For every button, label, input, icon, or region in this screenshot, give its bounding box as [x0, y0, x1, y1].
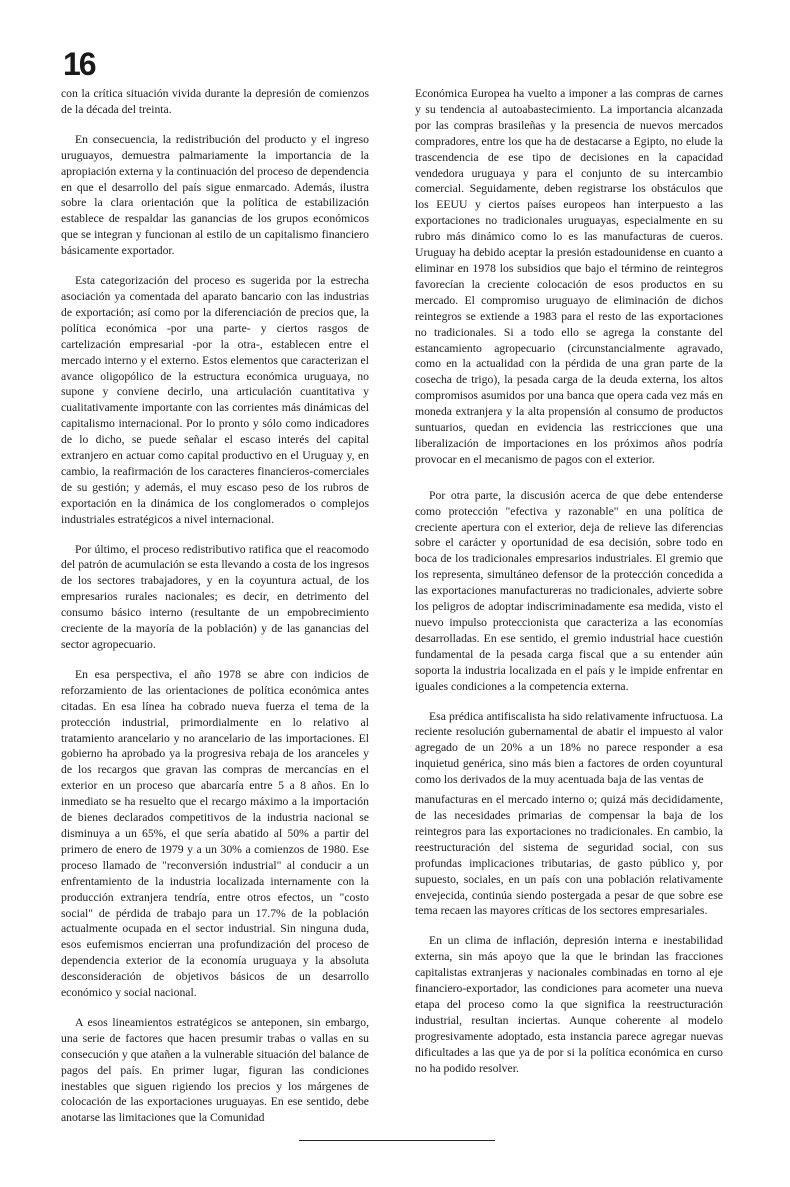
- page-number: 16: [63, 46, 95, 82]
- paragraph: En un clima de inflación, depresión interna e inestabilidad externa, sin más apoyo que la que le brindan las fracciones capitalistas extranjeras y nacionales combinadas en torno al eje financiero-exportador, las condiciones para acometer una nueva etapa del proceso como la que significa la reestructuración industrial, resultan inciertas. Aunque coherente al modelo progresivamente adoptado, esta instancia parece agregar nuevas dificultades a las que ya de por si la política económica en curso no ha podido resolver.: [415, 934, 723, 1075]
- paragraph: Económica Europea ha vuelto a imponer a las compras de carnes y su tendencia al autoabastecimiento. La importancia alcanzada por las compras brasileñas y la presencia de nuevos mercados compradores, entre los que ha de destacarse a Egipto, no elude la trascendencia de ese tipo de decisiones en la capacidad vendedora uruguaya y para el conjunto de su intercambio comercial. Seguidamente, deben registrarse los obstáculos que los EEUU y ciertos países europeos han interpuesto a las exportaciones no tradicionales uruguayas, especialmente en su rubro más dinámico como lo es las manufacturas de cueros. Uruguay ha debido aceptar la presión estadounidense en cuanto a eliminar en 1978 los subsidios que bajo el término de reintegros favorecían la creciente colocación de esos productos en su mercado. El compromiso uruguayo de eliminación de dichos reintegros se extiende a 1983 para el resto de las exportaciones no tradicionales. Si a todo ello se agrega la constante del estancamiento agropecuario (circunstancialmente agravado, como en la actualidad con la pérdida de una gran parte de la cosecha de trigo), la pesada carga de la deuda externa, los altos compromisos asumidos por una banca que opera cada vez más en moneda extranjera y la alta propensión al consumo de productos suntuarios, quedan en evidencia las restricciones que una liberalización de importaciones en los próximos años podría provocar en el mecanismo de pagos con el exterior.: [415, 87, 723, 466]
- paragraph: En esa perspectiva, el año 1978 se abre con indicios de reforzamiento de las orientaciones de política económica antes citadas. En esa línea ha cobrado nueva fuerza el tema de la protección industrial, primordialmente en lo relativo al tratamiento arancelario y no arancelario de las importaciones. El gobierno ha aprobado ya la progresiva rebaja de los aranceles y de los recargos que gravan las compras de mercancías en el exterior en un proceso que abarcaría entre 5 a 8 años. En lo inmediato se ha resuelto que el recargo máximo a la importación de bienes declarados competitivos de la industria nacional se disminuya a un 65%, el que sería abatido al 50% a partir del primero de enero de 1979 y a un 30% a comienzos de 1980. Ese proceso llamado de "reconversión industrial" al conducir a un enfrentamiento de la industria localizada internamente con la producción extranjera tendría, entre otros efectos, un "costo social" de pérdida de trabajo para un 17.7% de la población actualmente ocupada en el sector industrial. Sin ninguna duda, esos eufemismos encierran una profundización del proceso de dependencia exterior de la economía uruguaya y la absoluta desconsideración de objetivos básicos de un desarrollo económico y social nacional.: [61, 667, 369, 1000]
- paragraph: Esa prédica antifiscalista ha sido relativamente infructuosa. La reciente resolución gubernamental de abatir el impuesto al valor agregado de un 20% a un 18% no parece responder a esa inquietud genérica, sino más bien a factores de orden coyuntural como los derivados de la muy acentuada baja de las ventas de: [415, 709, 723, 787]
- paragraph: manufacturas en el mercado interno o; quizá más decididamente, de las necesidades primarias de compensar la baja de los reintegros para las exportaciones no tradicionales. En cambio, la reestructuración del sistema de seguridad social, con sus profundas implicaciones tributarias, de gasto público y, por supuesto, sociales, en un país con una población relativamente envejecida, continúa siendo postergada a pesar de que sobre ese tema recaen las mayores críticas de los sectores empresariales.: [415, 793, 723, 918]
- paragraph: A esos lineamientos estratégicos se anteponen, sin embargo, una serie de factores que hacen presumir trabas o vallas en su consecución y que atañen a la vulnerable situación del balance de pagos del país. En primer lugar, figuran las condiciones inestables que siguen rigiendo los precios y los márgenes de colocación de las exportaciones uruguayas. En ese sentido, debe anotarse las limitaciones que la Comunidad: [61, 1015, 369, 1125]
- right-column: [415, 86, 723, 1090]
- footer-rule: [299, 1140, 495, 1141]
- paragraph: Por último, el proceso redistributivo ratifica que el reacomodo del patrón de acumulación se esta llevando a costa de los ingresos de los sectores trabajadores, y en la coyuntura actual, de los empresarios rurales nacionales; es decir, en detrimento del consumo básico interno (resultante de un empobrecimiento creciente de la mayoría de la población) y de las ganancias del sector agropecuario.: [61, 542, 369, 651]
- paragraph: Esta categorización del proceso es sugerida por la estrecha asociación ya comentada del aparato bancario con las industrias de exportación; así como por la diferenciación de precios que, la política económica -por una parte- y ciertos rasgos de cartelización empresarial -por la otra-, establecen entre el mercado interno y el externo. Estos elementos que caracterizan el avance oligopólico de la estructura económica uruguaya, no supone y conviene decirlo, una articulación cuantitativa y cualitativamente importante con las corrientes más dinámicas del capitalismo internacional. Por lo pronto y sólo como indicadores de lo dicho, se puede señalar el escaso interés del capital extranjero en actuar como capital productivo en el Uruguay y, en cambio, la reafirmación de los caracteres financieros-comerciales de su gestión; y además, el muy escaso peso de los rubros de exportación en la dinámica de los conglomerados o complejos industriales estratégicos a nivel internacional.: [61, 274, 369, 526]
- paragraph: En consecuencia, la redistribución del producto y el ingreso uruguayos, demuestra palmariamente la importancia de la apropiación externa y la continuación del proceso de dependencia en que el desarrollo del país sigue enmarcado. Además, ilustra sobre la clara orientación que la política de estabilización establece de respaldar las ganancias de los grupos económicos que se integran y funcionan al estilo de un capitalismo financiero básicamente exportador.: [61, 132, 369, 258]
- left-column: [61, 86, 369, 1140]
- paragraph: Por otra parte, la discusión acerca de que debe entenderse como protección "efectiva y razonable" en una política de creciente apertura con el exterior, deja de relieve las diferencias sobre el carácter y oportunidad de esa decisión, sobre todo en boca de los tradicionales empresarios industriales. El gremio que los representa, simultáneo defensor de la protección concedida a las exportaciones manufactureras no tradicionales, advierte sobre los peligros de adoptar indiscriminadamente esa medida, visto el nuevo impulso proteccionista que caracteriza a las economías desarrolladas. En ese sentido, el gremio industrial hace cuestión fundamental de la pesada carga fiscal que a su entender aún soporta la industria localizada en el país y le impide enfrentar en iguales condiciones a la competencia externa.: [415, 488, 723, 693]
- paragraph: con la crítica situación vivida durante la depresión de comienzos de la década del treinta.: [61, 87, 369, 116]
